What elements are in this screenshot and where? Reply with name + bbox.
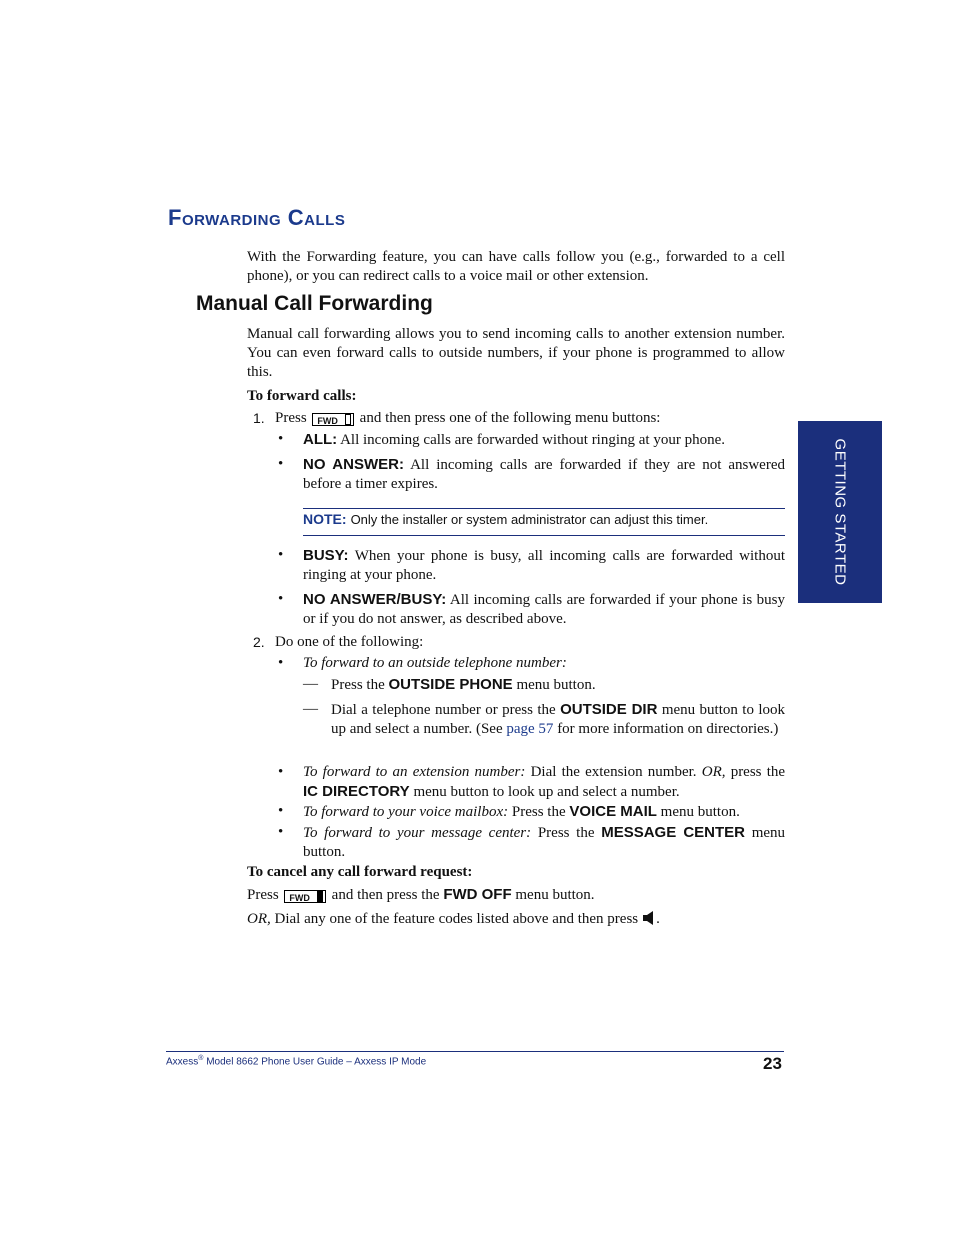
or-text: OR, (247, 911, 271, 927)
menu-key-label: OUTSIDE PHONE (388, 676, 513, 693)
list-item-text: When your phone is busy, all incoming calls are forwarded without ringing at your phone. (303, 548, 785, 583)
outside-intro: To forward to an outside telephone number: (303, 655, 567, 671)
bullet-icon: • (278, 431, 284, 447)
note-rule-bottom (303, 535, 785, 536)
outside-dash-2 (331, 700, 785, 739)
speaker-icon (642, 910, 656, 932)
list-item (303, 546, 785, 585)
fwd-key-icon: FWD (284, 890, 326, 903)
footer-brand: Axxess (166, 1056, 199, 1068)
step-1-number: 1. (253, 410, 265, 426)
bullet-icon: • (278, 547, 284, 563)
bullet-icon: • (278, 824, 284, 840)
text: menu button to look up and select a number. (413, 784, 680, 800)
bullet-icon: • (278, 764, 284, 780)
footer (166, 1055, 426, 1067)
step-1-before: Press (275, 410, 307, 426)
menu-key-label: BUSY: (303, 547, 349, 564)
menu-key-label: MESSAGE CENTER (601, 824, 745, 841)
item-intro: To forward to an extension number: (303, 764, 526, 780)
bullet-icon: • (278, 456, 284, 472)
footer-rule (166, 1051, 784, 1052)
menu-key-label: IC DIRECTORY (303, 783, 410, 800)
note-text: Only the installer or system administrator can adjust this timer. (350, 512, 709, 527)
step-2-number: 2. (253, 634, 265, 650)
text: Press the (511, 804, 566, 820)
message-center-item (303, 823, 785, 862)
outside-dash-1 (331, 675, 785, 695)
text: Dial any one of the feature codes listed above and then press (274, 911, 639, 927)
registered-mark: ® (198, 1055, 204, 1062)
bullet-icon: • (278, 591, 284, 607)
subsection-intro: Manual call forwarding allows you to send incoming calls to another extension number. You can even forward calls to outside numbers, if your phone is programmed to allow this. (247, 326, 785, 380)
list-item (303, 590, 785, 629)
fwd-key-icon: FWD (312, 413, 354, 426)
to-forward-heading: To forward calls: (247, 388, 357, 404)
page-number: 23 (763, 1054, 782, 1073)
step-1 (275, 409, 785, 428)
bullet-icon: • (278, 655, 284, 671)
cancel-line (247, 885, 785, 905)
list-item (303, 430, 785, 450)
voicemail-item (303, 802, 785, 822)
menu-key-label: OUTSIDE DIR (560, 701, 658, 718)
page-link[interactable]: page 57 (506, 721, 554, 737)
list-item (303, 455, 785, 494)
text: and then press the (331, 887, 440, 903)
note (303, 510, 785, 529)
text: Press (247, 887, 279, 903)
side-tab-label: GETTING STARTED (831, 438, 849, 586)
menu-key-label: NO ANSWER: (303, 456, 404, 473)
item-intro: To forward to your voice mailbox: (303, 804, 509, 820)
list-item-text: All incoming calls are forwarded without ringing at your phone. (340, 432, 725, 448)
text: . (656, 911, 660, 927)
item-intro: To forward to your message center: (303, 825, 532, 841)
note-rule-top (303, 508, 785, 509)
cancel-heading: To cancel any call forward request: (247, 864, 473, 880)
or-line (247, 910, 785, 932)
or-text: OR, (701, 764, 726, 780)
section-title: Forwarding Calls (168, 205, 346, 230)
side-tab (798, 421, 882, 603)
text: Dial the extension number. (530, 764, 697, 780)
step-2-text: Do one of the following: (275, 634, 424, 650)
menu-key-label: ALL: (303, 431, 338, 448)
menu-key-label: FWD OFF (443, 886, 512, 903)
text: Dial a telephone number or press the (331, 702, 556, 718)
dash-icon: — (303, 676, 318, 692)
subsection-title: Manual Call Forwarding (196, 292, 433, 315)
text: Press the (331, 677, 385, 693)
text: press the (730, 764, 786, 780)
text: menu button to look up and select a number. (See (331, 702, 786, 737)
menu-key-label: VOICE MAIL (569, 803, 657, 820)
list-item-text: All incoming calls are forwarded if your phone is busy or if you do not answer, as described above. (303, 592, 785, 627)
step-1-after: and then press one of the following menu buttons: (359, 410, 661, 426)
text: menu button. (303, 825, 786, 860)
text: for more information on directories.) (557, 721, 779, 737)
note-label: NOTE: (303, 511, 347, 527)
text: menu button. (660, 804, 740, 820)
dash-icon: — (303, 701, 318, 717)
text: menu button. (515, 887, 595, 903)
text: menu button. (516, 677, 596, 693)
list-item-text: All incoming calls are forwarded if they are not answered before a timer expires. (303, 457, 785, 492)
text: Press the (537, 825, 595, 841)
footer-text: Model 8662 Phone User Guide – Axxess IP Mode (206, 1056, 427, 1068)
menu-key-label: NO ANSWER/BUSY: (303, 591, 447, 608)
extension-item (303, 763, 785, 802)
bullet-icon: • (278, 803, 284, 819)
intro-paragraph: With the Forwarding feature, you can have calls follow you (e.g., forwarded to a cell phone), or you can redirect calls to a voice mail or other extension. (247, 249, 785, 284)
